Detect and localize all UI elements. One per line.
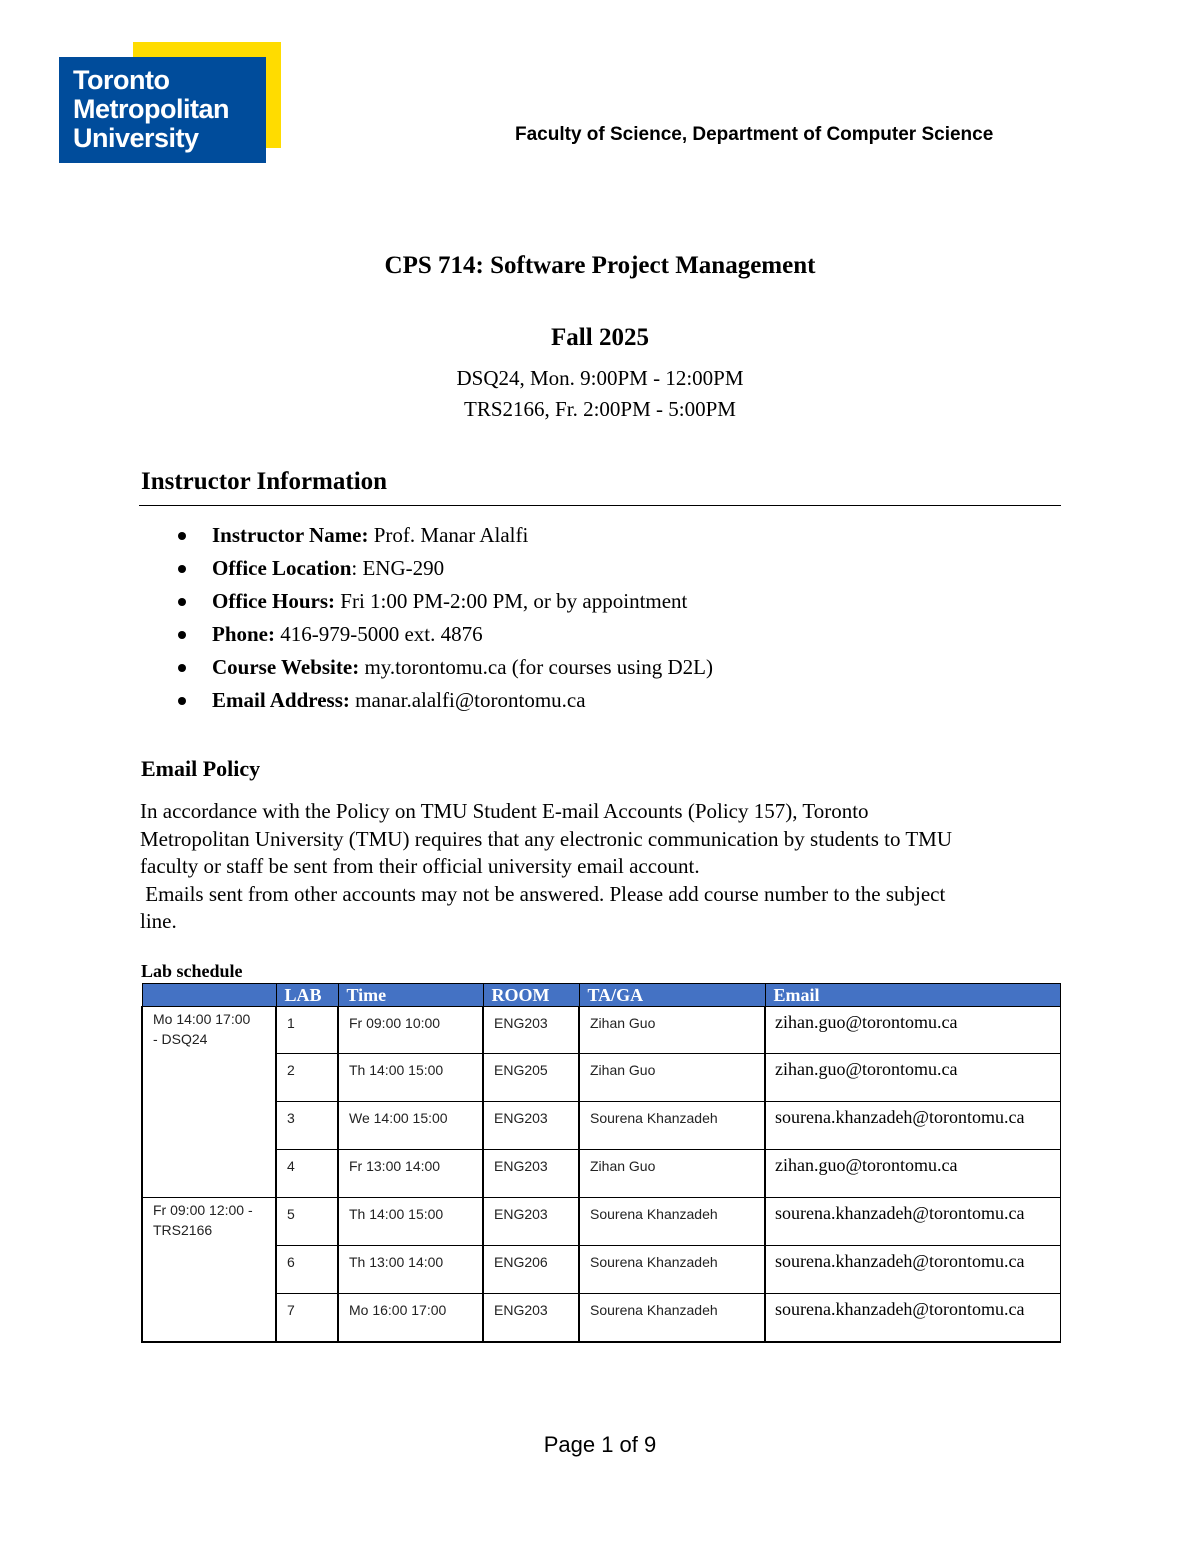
column-header: Email <box>765 984 1060 1007</box>
table-row <box>142 1294 1060 1343</box>
column-header: Time <box>338 984 483 1007</box>
logo-yellow-bar-top <box>133 42 281 57</box>
item-label: Course Website: <box>212 655 360 679</box>
time-cell: Th 13:00 14:00 <box>338 1246 483 1294</box>
list-item <box>141 684 713 717</box>
time-cell: Th 14:00 15:00 <box>338 1054 483 1102</box>
table-row <box>142 1198 1060 1246</box>
email-cell: sourena.khanzadeh@torontomu.ca <box>765 1246 1060 1294</box>
bullet-icon <box>178 664 186 672</box>
room-cell: ENG203 <box>483 1007 579 1054</box>
lab-schedule-table <box>141 983 1061 1343</box>
ta-cell: Sourena Khanzadeh <box>579 1246 765 1294</box>
item-label: Phone: <box>212 622 275 646</box>
lab-cell: 4 <box>276 1150 338 1198</box>
room-cell: ENG203 <box>483 1198 579 1246</box>
item-label: Office Hours: <box>212 589 336 613</box>
table-row <box>142 1007 1060 1054</box>
table-row <box>142 1246 1060 1294</box>
ta-cell: Sourena Khanzadeh <box>579 1102 765 1150</box>
email-cell: sourena.khanzadeh@torontomu.ca <box>765 1198 1060 1246</box>
column-header: TA/GA <box>579 984 765 1007</box>
item-value: 416-979-5000 ext. 4876 <box>275 622 483 646</box>
heading-rule <box>139 505 1061 506</box>
table-row <box>142 1102 1060 1150</box>
ta-cell: Zihan Guo <box>579 1007 765 1054</box>
table-row <box>142 1054 1060 1102</box>
logo-yellow-bar-side <box>266 42 281 148</box>
table-header-row <box>142 984 1060 1007</box>
item-label: Office Location <box>212 556 352 580</box>
ta-cell: Zihan Guo <box>579 1150 765 1198</box>
session-cell <box>142 1198 276 1343</box>
logo-text <box>73 66 229 153</box>
list-item <box>141 651 713 684</box>
session-line: Mo 14:00 17:00 <box>153 1011 251 1027</box>
lab-cell: 7 <box>276 1294 338 1343</box>
item-value: Fri 1:00 PM-2:00 PM, or by appointment <box>335 589 688 613</box>
ta-cell: Zihan Guo <box>579 1054 765 1102</box>
item-label: Instructor Name: <box>212 523 369 547</box>
item-value: : ENG-290 <box>351 556 445 580</box>
class-schedule-line: DSQ24, Mon. 9:00PM - 12:00PM <box>456 366 744 390</box>
time-cell: Fr 13:00 14:00 <box>338 1150 483 1198</box>
list-item <box>141 618 713 651</box>
lab-cell: 5 <box>276 1198 338 1246</box>
email-policy-heading: Email Policy <box>141 756 261 781</box>
email-cell: zihan.guo@torontomu.ca <box>765 1007 1060 1054</box>
bullet-icon <box>178 631 186 639</box>
session-line: - DSQ24 <box>153 1031 208 1047</box>
bullet-icon <box>178 532 186 540</box>
room-cell: ENG203 <box>483 1102 579 1150</box>
room-cell: ENG205 <box>483 1054 579 1102</box>
faculty-header: Faculty of Science, Department of Computer Science <box>515 124 994 145</box>
instructor-heading: Instructor Information <box>141 468 388 495</box>
email-cell: sourena.khanzadeh@torontomu.ca <box>765 1102 1060 1150</box>
bullet-icon <box>178 565 186 573</box>
bullet-icon <box>178 697 186 705</box>
paragraph-line: line. <box>140 909 177 933</box>
course-title: CPS 714: Software Project Management <box>384 252 816 279</box>
lab-cell: 1 <box>276 1007 338 1054</box>
lab-cell: 3 <box>276 1102 338 1150</box>
course-term: Fall 2025 <box>551 324 649 351</box>
column-header: ROOM <box>483 984 579 1007</box>
paragraph-line: In accordance with the Policy on TMU Student E-mail Accounts (Policy 157), Toronto <box>140 799 869 823</box>
class-schedule-line: TRS2166, Fr. 2:00PM - 5:00PM <box>464 397 736 421</box>
bullet-icon <box>178 598 186 606</box>
email-cell: zihan.guo@torontomu.ca <box>765 1054 1060 1102</box>
item-label: Email Address: <box>212 688 350 712</box>
ta-cell: Sourena Khanzadeh <box>579 1294 765 1343</box>
paragraph-line: Emails sent from other accounts may not be answered. Please add course number to the subject <box>140 881 946 906</box>
lab-cell: 6 <box>276 1246 338 1294</box>
table-row <box>142 1150 1060 1198</box>
page-number: Page 1 of 9 <box>543 1432 657 1457</box>
lab-cell: 2 <box>276 1054 338 1102</box>
session-cell <box>142 1007 276 1198</box>
time-cell: Th 14:00 15:00 <box>338 1198 483 1246</box>
room-cell: ENG203 <box>483 1294 579 1343</box>
list-item <box>141 519 713 552</box>
logo-line: University <box>73 123 199 153</box>
email-cell: zihan.guo@torontomu.ca <box>765 1150 1060 1198</box>
instructor-info-list <box>141 519 713 717</box>
logo-line: Toronto <box>73 65 170 95</box>
university-logo <box>59 42 281 163</box>
item-value: Prof. Manar Alalfi <box>368 523 529 547</box>
item-value: manar.alalfi@torontomu.ca <box>349 688 586 712</box>
time-cell: Mo 16:00 17:00 <box>338 1294 483 1343</box>
room-cell: ENG203 <box>483 1150 579 1198</box>
list-item <box>141 552 713 585</box>
lab-schedule-heading: Lab schedule <box>141 961 243 981</box>
email-policy-paragraph <box>140 798 1070 936</box>
email-cell: sourena.khanzadeh@torontomu.ca <box>765 1294 1060 1343</box>
paragraph-line: faculty or staff be sent from their official university email account. <box>140 854 700 878</box>
session-line: TRS2166 <box>153 1222 213 1238</box>
paragraph-line: Metropolitan University (TMU) requires that any electronic communication by students to TMU <box>140 826 953 851</box>
column-header: LAB <box>276 984 338 1007</box>
column-header <box>142 984 276 1007</box>
time-cell: We 14:00 15:00 <box>338 1102 483 1150</box>
list-item <box>141 585 713 618</box>
session-line: Fr 09:00 12:00 - <box>153 1202 253 1218</box>
logo-blue-box <box>59 57 266 163</box>
time-cell: Fr 09:00 10:00 <box>338 1007 483 1054</box>
ta-cell: Sourena Khanzadeh <box>579 1198 765 1246</box>
room-cell: ENG206 <box>483 1246 579 1294</box>
item-value: my.torontomu.ca (for courses using D2L) <box>359 655 713 679</box>
logo-line: Metropolitan <box>73 94 229 124</box>
